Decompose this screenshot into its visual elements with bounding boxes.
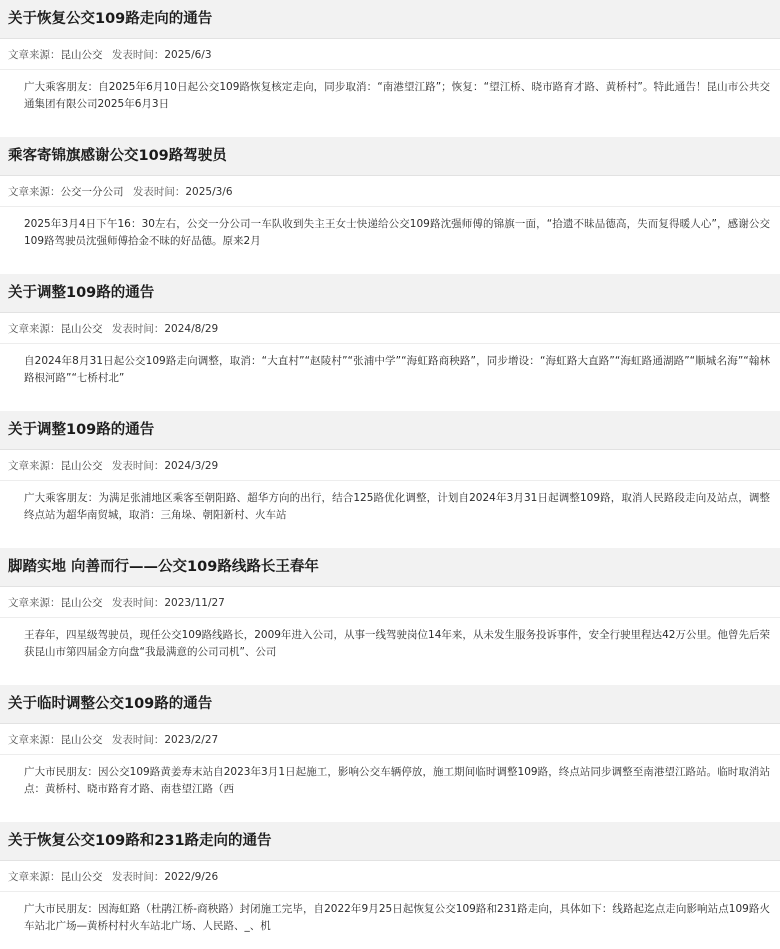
publish-value: 2022/9/26 bbox=[164, 871, 219, 883]
article-publish-time bbox=[112, 596, 225, 610]
source-value: 昆山公交 bbox=[60, 871, 103, 883]
article-item bbox=[0, 685, 780, 812]
publish-value: 2025/6/3 bbox=[164, 49, 212, 61]
article-publish-time bbox=[112, 459, 218, 473]
source-value: 昆山公交 bbox=[60, 460, 103, 472]
article-source bbox=[8, 48, 103, 62]
article-summary: 自2024年8月31日起公交109路走向调整，取消：“大直村”“赵陵村”“张浦中学”“海虹路商秧路”，同步增设：“海虹路大直路”“海虹路通湖路”“顺城名海”“翰林路根河路”“七桥村北” bbox=[24, 355, 770, 384]
article-title[interactable]: 乘客寄锦旗感谢公交109路驾驶员 bbox=[0, 137, 780, 176]
article-meta bbox=[0, 724, 780, 755]
publish-value: 2023/11/27 bbox=[164, 597, 225, 609]
divider bbox=[0, 264, 780, 274]
source-value: 公交一分公司 bbox=[60, 186, 124, 198]
article-source bbox=[8, 322, 103, 336]
article-meta bbox=[0, 450, 780, 481]
publish-value: 2025/3/6 bbox=[185, 186, 233, 198]
article-meta bbox=[0, 861, 780, 892]
article-title[interactable]: 关于临时调整公交109路的通告 bbox=[0, 685, 780, 724]
article-summary: 广大市民朋友：因公交109路黄姜寿末站自2023年3月1日起施工，影响公交车辆停放，施工期间临时调整109路，终点站同步调整至南港望江路站。临时取消站点：黄桥村、晓市路育才路、南巷望江路（西 bbox=[24, 766, 770, 795]
article-item bbox=[0, 548, 780, 675]
article-publish-time bbox=[112, 48, 212, 62]
publish-value: 2024/3/29 bbox=[164, 460, 219, 472]
article-meta bbox=[0, 176, 780, 207]
publish-label: 发表时间： bbox=[132, 186, 186, 198]
article-title[interactable]: 关于恢复公交109路和231路走向的通告 bbox=[0, 822, 780, 861]
source-value: 昆山公交 bbox=[60, 734, 103, 746]
publish-label: 发表时间： bbox=[111, 49, 165, 61]
divider bbox=[0, 401, 780, 411]
article-item bbox=[0, 0, 780, 127]
article-publish-time bbox=[112, 733, 218, 747]
article-source bbox=[8, 596, 103, 610]
publish-label: 发表时间： bbox=[111, 871, 165, 883]
source-label: 文章来源： bbox=[8, 323, 61, 335]
article-publish-time bbox=[112, 870, 218, 884]
article-meta bbox=[0, 313, 780, 344]
divider bbox=[0, 812, 780, 822]
article-source bbox=[8, 733, 103, 747]
article-title[interactable]: 关于恢复公交109路走向的通告 bbox=[0, 0, 780, 39]
divider bbox=[0, 127, 780, 137]
article-meta bbox=[0, 587, 780, 618]
article-summary: 2025年3月4日下午16：30左右，公交一分公司一车队收到失主王女士快递给公交109路沈强师傅的锦旗一面，“拾遗不昧品德高，失而复得暖人心”，感谢公交109路驾驶员沈强师傅拾金不昧的好品德。原来2月 bbox=[24, 218, 770, 247]
source-value: 昆山公交 bbox=[60, 597, 103, 609]
source-label: 文章来源： bbox=[8, 49, 61, 61]
article-meta bbox=[0, 39, 780, 70]
publish-value: 2024/8/29 bbox=[164, 323, 219, 335]
article-source bbox=[8, 185, 124, 199]
publish-label: 发表时间： bbox=[111, 460, 165, 472]
source-value: 昆山公交 bbox=[60, 323, 103, 335]
publish-label: 发表时间： bbox=[111, 597, 165, 609]
article-item bbox=[0, 822, 780, 949]
source-label: 文章来源： bbox=[8, 871, 61, 883]
article-item bbox=[0, 137, 780, 264]
article-source bbox=[8, 870, 103, 884]
article-publish-time bbox=[112, 322, 218, 336]
article-title[interactable]: 关于调整109路的通告 bbox=[0, 411, 780, 450]
divider bbox=[0, 538, 780, 548]
source-label: 文章来源： bbox=[8, 460, 61, 472]
article-item bbox=[0, 411, 780, 538]
publish-value: 2023/2/27 bbox=[164, 734, 219, 746]
article-summary: 广大市民朋友：因海虹路（杜鹃江桥-商秧路）封闭施工完毕，自2022年9月25日起恢复公交109路和231路走向，具体如下：线路起迄点走向影响站点109路火车站北广场—黄桥村村火车站北广场、人民路、_、机 bbox=[24, 903, 770, 932]
source-label: 文章来源： bbox=[8, 597, 61, 609]
article-title[interactable]: 脚踏实地 向善而行——公交109路线路长王春年 bbox=[0, 548, 780, 587]
article-summary: 广大乘客朋友：为满足张浦地区乘客至朝阳路、超华方向的出行，结合125路优化调整，计划自2024年3月31日起调整109路，取消人民路段走向及站点，调整终点站为超华南贸城，取消：三角垛、朝阳新村、火车站 bbox=[24, 492, 770, 521]
source-label: 文章来源： bbox=[8, 734, 61, 746]
article-publish-time bbox=[133, 185, 233, 199]
source-label: 文章来源： bbox=[8, 186, 61, 198]
article-summary: 广大乘客朋友：自2025年6月10日起公交109路恢复核定走向，同步取消：“南港望江路”；恢复：“望江桥、晓市路育才路、黄桥村”。特此通告！昆山市公共交通集团有限公司2025年6月3日 bbox=[24, 81, 770, 110]
divider bbox=[0, 675, 780, 685]
publish-label: 发表时间： bbox=[111, 323, 165, 335]
source-value: 昆山公交 bbox=[60, 49, 103, 61]
article-summary: 王春年，四星级驾驶员，现任公交109路线路长，2009年进入公司，从事一线驾驶岗位14年来，从未发生服务投诉事件，安全行驶里程达42万公里。他曾先后荣获昆山市第四届金方向盘“我最满意的公司司机”、公司 bbox=[24, 629, 770, 658]
article-item bbox=[0, 274, 780, 401]
article-title[interactable]: 关于调整109路的通告 bbox=[0, 274, 780, 313]
article-source bbox=[8, 459, 103, 473]
publish-label: 发表时间： bbox=[111, 734, 165, 746]
